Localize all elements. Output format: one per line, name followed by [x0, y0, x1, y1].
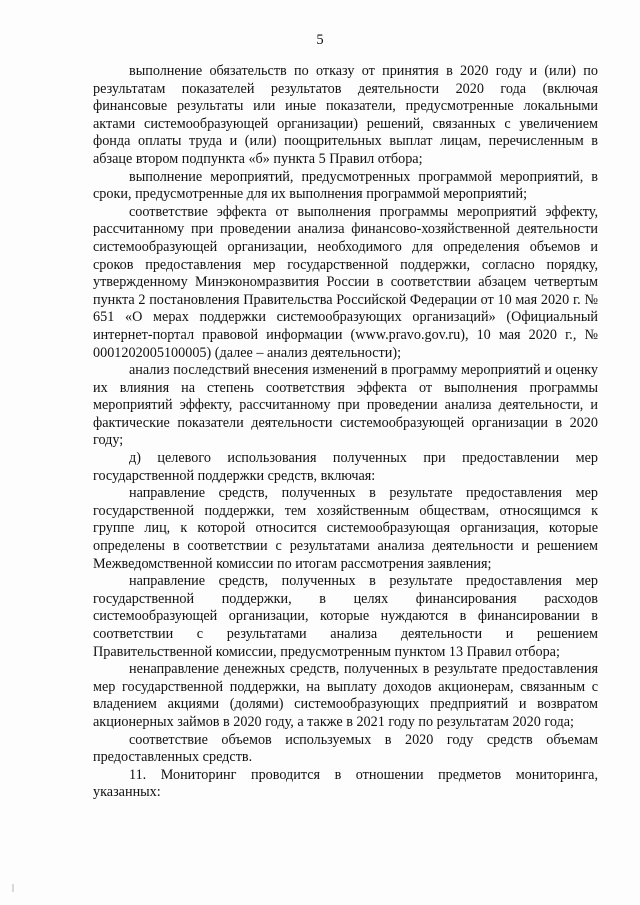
- paragraph-funds-group: направление средств, полученных в результате предоставления мер государственной поддержки, тем хозяйственным обществам, относящимся к группе лиц, к которой относится системообразующая организация, которые определены в соответствии с результатами анализа деятельности и решением Межведомственной комиссии по итогам рассмотрения заявления;: [93, 485, 598, 572]
- paragraph-monitoring: 11. Мониторинг проводится в отношении предметов мониторинга, указанных:: [93, 766, 598, 801]
- paragraph-program-execution: выполнение мероприятий, предусмотренных программой мероприятий, в сроки, предусмотренные для их выполнения программой мероприятий;: [93, 168, 598, 203]
- document-body: [93, 63, 598, 802]
- paragraph-change-analysis: анализ последствий внесения изменений в программу мероприятий и оценку их влияния на степень соответствия эффекта от выполнения программы мероприятий эффекту, рассчитанному при проведении анализа деятельности, и фактические показатели деятельности системообразующей организации в 2020 году;: [93, 362, 598, 449]
- scan-artifact: [12, 884, 14, 892]
- paragraph-no-dividends: ненаправление денежных средств, полученных в результате предоставления мер государственной поддержки, на выплату доходов акционерам, связанным с владением акциями (долями) системообразующих предприятий и возвратом акционерных займов в 2020 году, а также в 2021 году по результатам 2020 года;: [93, 661, 598, 730]
- paragraph-funds-financing: направление средств, полученных в результате предоставления мер государственной поддержки, в целях финансирования расходов системообразующей организации, которые нуждаются в финансировании в соответствии с результатами анализа деятельности и решением Правительственной комиссии, предусмотренным пунктом 13 Правил отбора;: [93, 573, 598, 660]
- paragraph-target-use: д) целевого использования полученных при предоставлении мер государственной поддержки средств, включая:: [93, 450, 598, 484]
- paragraph-volume-correspondence: соответствие объемов используемых в 2020 году средств объемам предоставленных средств.: [93, 731, 598, 766]
- paragraph-obligations: выполнение обязательств по отказу от принятия в 2020 году и (или) по результатам показателей результатов деятельности 2020 года (включая финансовые результаты или иные показатели, предусмотренные локальными актами системообразующей организации) решений, связанных с увеличением фонда оплаты труда и (или) поощрительных выплат лицам, перечисленным в абзаце втором подпункта «б» пункта 5 Правил отбора;: [93, 63, 598, 167]
- paragraph-effect-correspondence: соответствие эффекта от выполнения программы мероприятий эффекту, рассчитанному при проведении анализа финансово-хозяйственной деятельности системообразующей организации, необходимого для определения объемов и сроков предоставления мер государственной поддержки, согласно порядку, утвержденному Минэкономразвития России в соответствии абзацем четвертым пункта 2 постановления Правительства Российской Федерации от 10 мая 2020 г. № 651 «О мерах поддержки системообразующих организаций» (Официальный интернет-портал правовой информации (www.pravo.gov.ru), 10 мая 2020 г., № 0001202005100005) (далее – анализ деятельности);: [93, 203, 598, 361]
- page-number: 5: [316, 32, 324, 48]
